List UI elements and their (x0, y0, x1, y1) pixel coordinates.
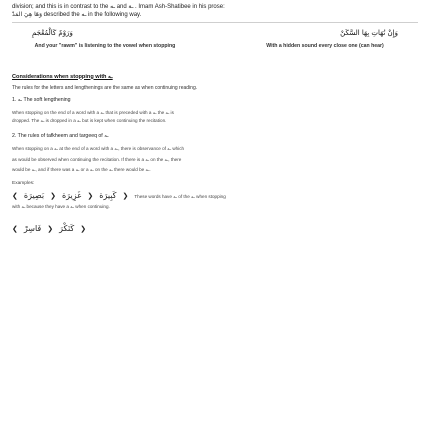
example-note-1: These words have ـه of the ـه when stopping (134, 193, 226, 199)
arrow-right-icon: ❯ (50, 193, 56, 201)
intro-line-2-text: described the ـه in the following way. (43, 12, 142, 19)
item-1-text-1: When stopping on the end of a word with a ـه that is preceded with a ـه the ـه is (12, 109, 174, 115)
example-row-1 (12, 191, 418, 202)
intro-line-1: division; and this is in contrast to the ـه and ـة . Imam Ash-Shatibee in his prose: (12, 4, 225, 10)
example-note-2: with ـه because they have a ـه when continuing. (12, 204, 110, 210)
item-1-title: 1. ـه The soft lengthening (12, 96, 71, 103)
verse-row (12, 29, 418, 38)
item-2-text-1: When stopping on a ـه at the end of a word with a ـه, there is observance of ـه which (12, 146, 185, 152)
example-word-5: كَنَكْرَ (59, 224, 75, 234)
arrow-right-icon: ❯ (122, 193, 129, 201)
intro-line-2 (12, 11, 418, 19)
arrow-left-icon: ❮ (12, 193, 18, 201)
verse-caption-row (12, 43, 418, 50)
arrow-right-icon: ❯ (80, 226, 87, 234)
document-page (0, 3, 430, 433)
example-row-2 (12, 224, 418, 235)
example-word-3: كَبِيرَة (99, 191, 117, 201)
divider (12, 22, 418, 23)
item-2-text-2: as would be observed when continuing the recitation. If there is a ـه on the ـه, there (12, 156, 182, 162)
item-1-text-2: dropped. The ـه is dropped in a ـه but is kept when continuing the recitation. (12, 118, 167, 124)
example-word-4: فَاسِرْ (23, 224, 42, 234)
intro-line-2-arabic: وَهَا هِيَ الْمَدُّ (12, 11, 42, 19)
arrow-right-icon: ❯ (47, 226, 54, 234)
example-word-1: بَصِيرَة (23, 191, 45, 201)
arrow-left-icon: ❮ (12, 226, 18, 234)
examples-label: Examples: (12, 180, 35, 186)
verse-caption-right: With a hidden sound every close one (can hear) (266, 42, 384, 49)
item-2-title: 2. The rules of tafkheem and targeeq of ـه (12, 133, 109, 140)
example-word-2: غَزِيرَة (61, 191, 82, 201)
item-2-text-3: would be ـه, and if there was a ـه or a ـه on the ـه there would be ـه. (12, 166, 151, 172)
verse-left: وَرَوْمٌ كَالْمُعْجَمِ (32, 29, 73, 38)
section-title-considerations: Considerations when stopping with ـه (12, 73, 113, 80)
section-note: The rules for the letters and lengthenings are the same as when continuing reading. (12, 85, 198, 92)
verse-right: وَإِنْ تُهَاتِ بِهَا السَّكَنْ (340, 29, 398, 38)
arrow-right-icon: ❯ (87, 193, 94, 201)
verse-caption-left: And your "rawm" is listening to the vowel when stopping (34, 42, 176, 49)
